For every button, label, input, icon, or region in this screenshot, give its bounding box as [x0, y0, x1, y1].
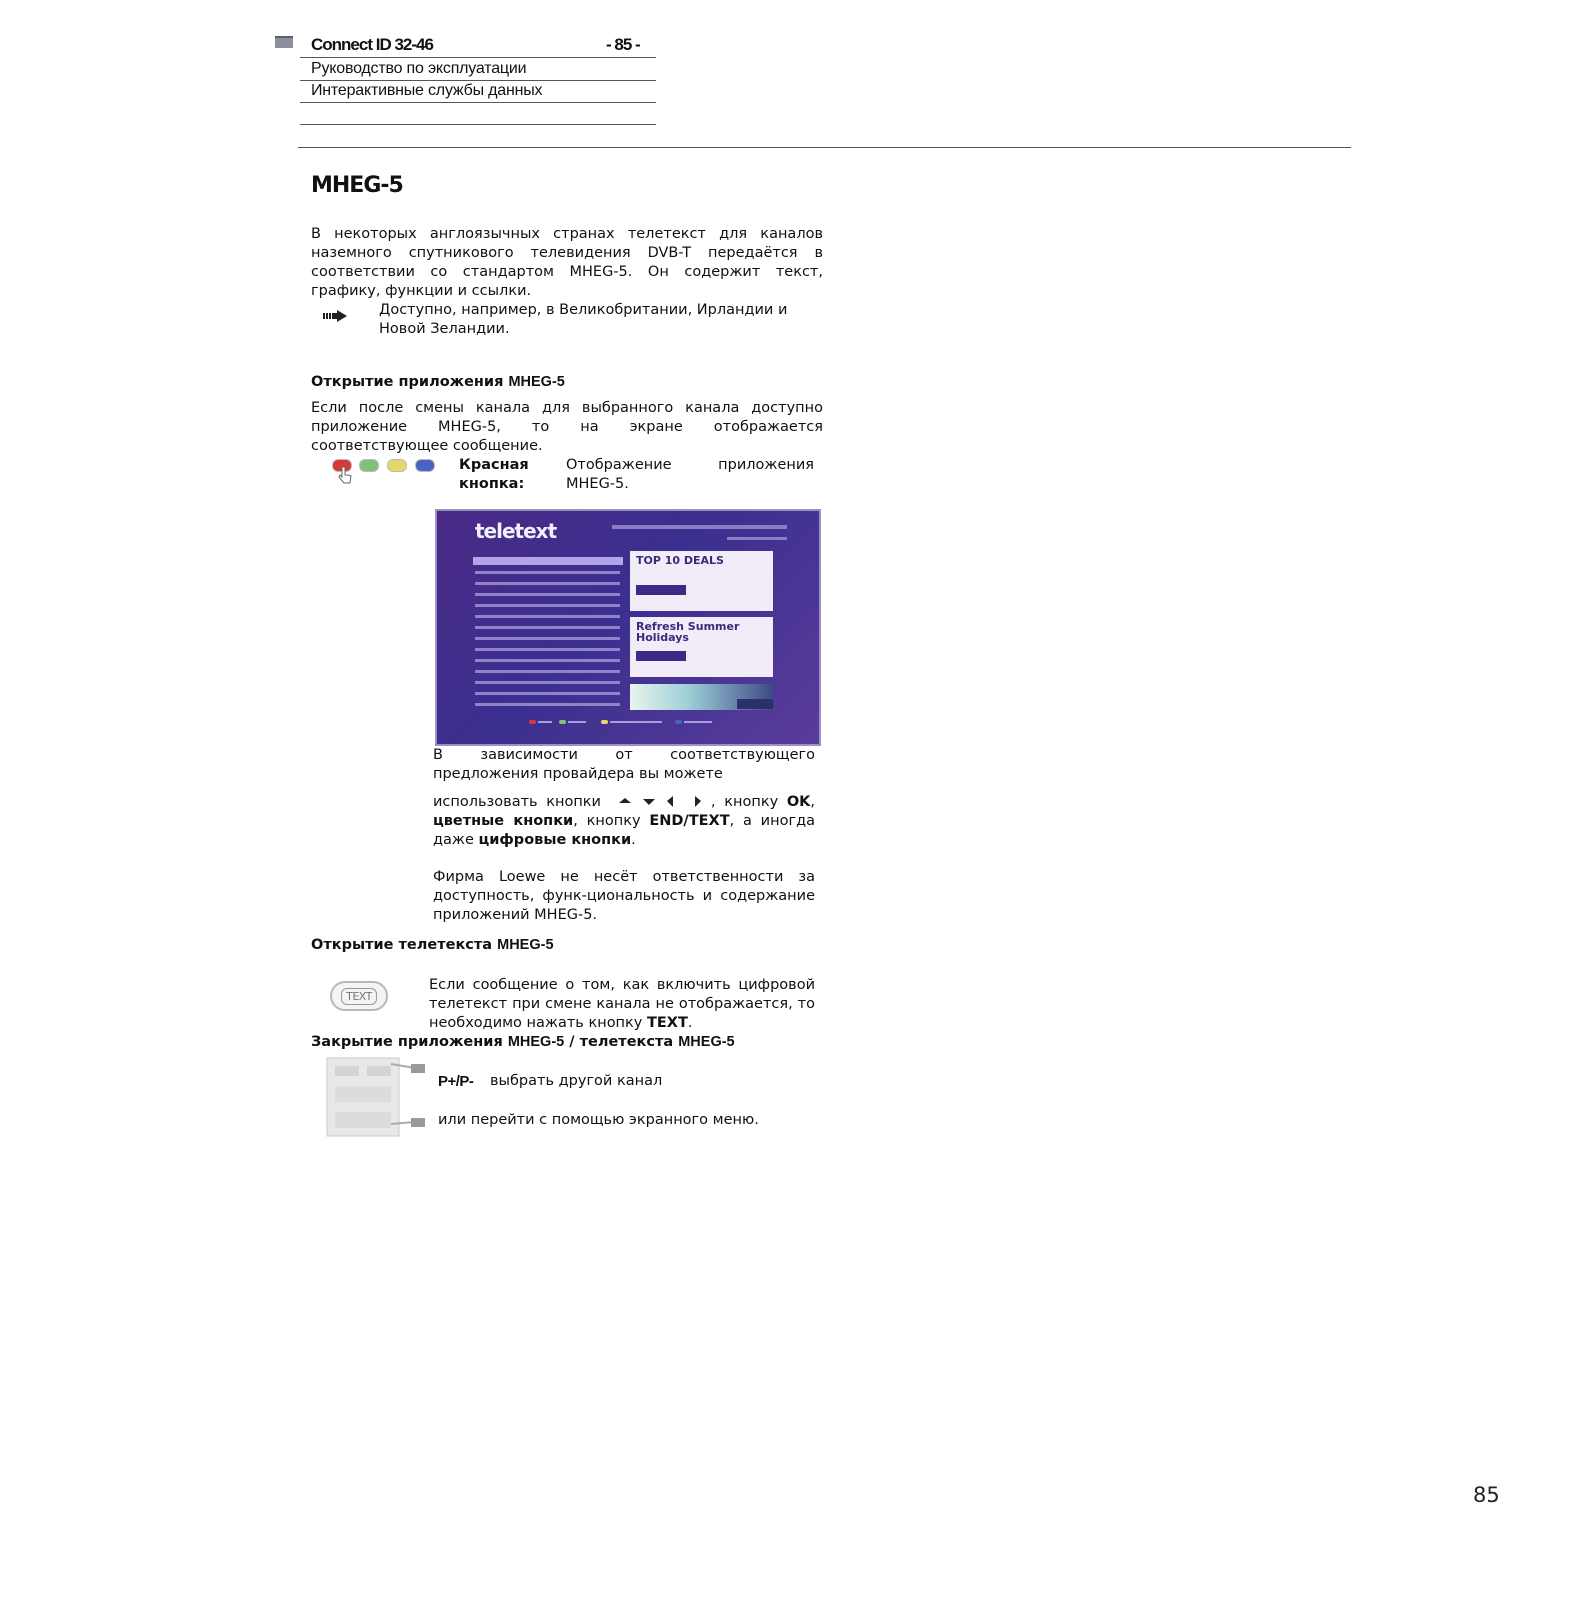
keys-paragraph: использовать кнопки , кнопку OK, цветные кнопки, кнопку END/TEXT, а иногда даже цифровые кнопки. — [433, 794, 815, 848]
blue-button[interactable] — [415, 459, 435, 472]
teletext-logo: teletext — [475, 519, 557, 543]
screen-promo-card — [630, 617, 773, 677]
teletext-screenshot — [435, 509, 821, 746]
finger-press-icon — [338, 465, 354, 485]
header-rule — [300, 57, 656, 58]
liability-paragraph: Фирма Loewe не несёт ответственности за доступность, функ-циональность и содержание приложений MHEG-5. — [433, 869, 815, 923]
promo-card-title: TOP 10 DEALS — [636, 554, 724, 567]
channel-keys-text: выбрать другой канал — [490, 1073, 663, 1089]
promo-card-button — [636, 585, 686, 595]
note-arrow-icon — [323, 310, 347, 322]
screen-menu-row — [475, 648, 620, 651]
red-button-action: Отображение приложения MHEG-5. — [566, 457, 814, 492]
screen-banner-button — [737, 699, 773, 709]
screen-menu-row — [475, 604, 620, 607]
text-button[interactable] — [330, 981, 388, 1011]
screen-menu-row — [475, 571, 620, 574]
manual-title: Connect ID 32-46 — [311, 35, 433, 54]
remote-control-icon — [325, 1056, 428, 1138]
header-rule — [300, 124, 656, 125]
open-app-paragraph: Если после смены канала для выбранного канала доступно приложение MHEG-5, то на экране отображается соответствующее сообщение. — [311, 400, 823, 454]
provider-paragraph: В зависимости от соответствующего предложения провайдера вы можете — [433, 747, 815, 782]
screen-menu-row — [475, 681, 620, 684]
page-rule — [298, 147, 1351, 148]
screen-menu-row — [475, 626, 620, 629]
section-title: MHEG-5 — [311, 173, 403, 198]
screen-green-key — [559, 720, 566, 724]
screen-menu-row — [475, 659, 620, 662]
promo-card-button — [636, 651, 686, 661]
screen-blue-key — [675, 720, 682, 724]
screen-promo-card — [630, 551, 773, 611]
screen-menu-row — [475, 582, 620, 585]
screen-yellow-key — [601, 720, 608, 724]
screen-key-label — [568, 721, 586, 723]
screen-key-label — [538, 721, 552, 723]
screen-header-bar — [612, 525, 787, 529]
header-subtitle: Руководство по эксплуатации — [311, 60, 527, 77]
header-marker — [275, 36, 293, 48]
red-button-label: Красная кнопка: — [459, 457, 529, 492]
page-reference: - 85 - — [606, 35, 640, 54]
text-button-label: TEXT — [341, 988, 377, 1005]
page-number: 85 — [1473, 1483, 1500, 1507]
screen-menu-row — [475, 593, 620, 596]
screen-menu-row — [475, 637, 620, 640]
screen-menu-row — [475, 615, 620, 618]
green-button[interactable] — [359, 459, 379, 472]
close-app-heading: Закрытие приложения MHEG-5 / телетекста MHEG-5 — [311, 1034, 735, 1050]
intro-paragraph: В некоторых англоязычных странах телетекст для каналов наземного спутникового телевидения DVB-T передаётся в соответствии со стандартом MHEG-5. Он содержит текст, графику, функции и ссылки. — [311, 226, 823, 299]
screen-header-bar — [727, 537, 787, 540]
screen-menu-row — [475, 670, 620, 673]
channel-keys-label: P+/P- — [438, 1073, 474, 1090]
header-rule — [300, 102, 656, 103]
screen-menu-row — [475, 703, 620, 706]
open-app-heading: Открытие приложения MHEG-5 — [311, 374, 565, 390]
screen-menu-highlight — [473, 557, 623, 565]
screen-key-label — [684, 721, 712, 723]
screen-menu-row — [475, 692, 620, 695]
screen-red-key — [529, 720, 536, 724]
screen-key-label — [610, 721, 662, 723]
open-teletext-heading: Открытие телетекста MHEG-5 — [311, 937, 554, 953]
header-chapter: Интерактивные службы данных — [311, 82, 543, 99]
menu-alternative-text: или перейти с помощью экранного меню. — [438, 1112, 759, 1128]
promo-card-title: Refresh Summer Holidays — [636, 620, 740, 644]
arrow-keys-icon — [617, 795, 717, 809]
availability-note: Доступно, например, в Великобритании, Ирландии и Новой Зеландии. — [379, 302, 788, 337]
open-teletext-paragraph: Если сообщение о том, как включить цифровой телетекст при смене канала не отображается, то необходимо нажать кнопку TEXT. — [429, 977, 815, 1031]
yellow-button[interactable] — [387, 459, 407, 472]
